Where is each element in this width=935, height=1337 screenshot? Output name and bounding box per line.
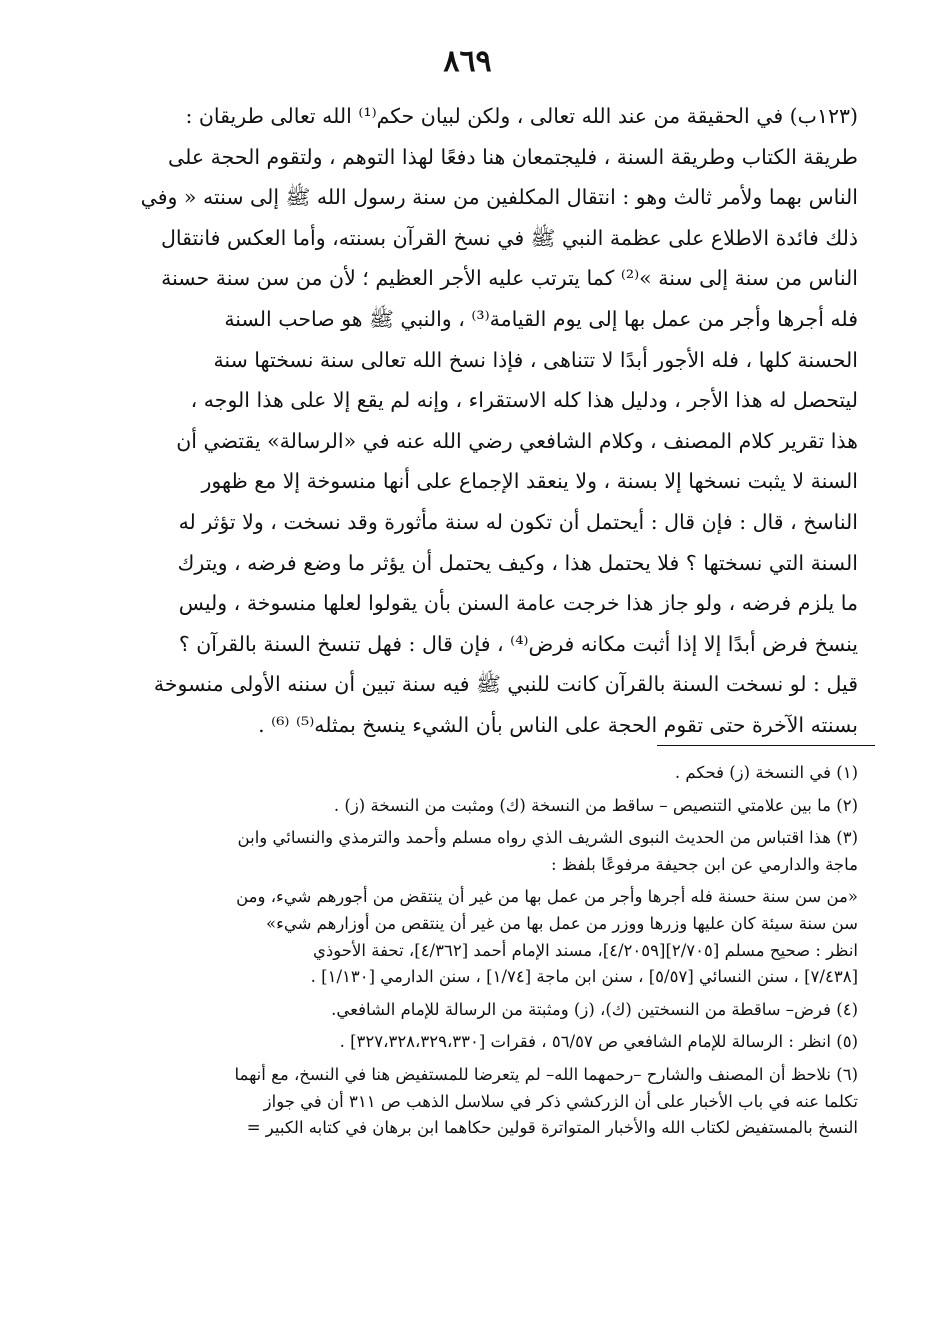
- main-text-line: طريقة الكتاب وطريقة السنة ، فليجتمعان هنا دفعًا لهذا التوهم ، ولتقوم الحجة على: [168, 144, 858, 169]
- main-text-line: الحسنة كلها ، فله الأجور أبدًا لا تتناهى ، فإذا نسخ الله تعالى سنة نسختها سنة: [213, 347, 858, 372]
- main-text-line: الناسخ ، قال : فإن قال : أيحتمل أن تكون له سنة مأثورة وقد نسخت ، ولا تؤثر له: [178, 509, 858, 534]
- footnote-5: (٥) انظر : الرسالة للإمام الشافعي ص ٥٦/٥٧ ، فقرات [٣٢٧،٣٢٨،٣٢٩،٣٣٠] .: [339, 1032, 858, 1052]
- footnote-6: (٦) نلاحظ أن المصنف والشارح –رحمهما الله– لم يتعرضا للمستفيض هنا في النسخ، مع أنهما: [234, 1064, 858, 1084]
- main-text-line: السنة لا يثبت نسخها إلا بسنة ، ولا ينعقد الإجماع على أنها منسوخة إلا مع ظهور: [201, 469, 858, 494]
- main-text-line: ينسخ فرض أبدًا إلا إذا أثبت مكانه فرض⁽⁴⁾ ، فإن قال : فهل تنسخ السنة بالقرآن ؟: [178, 631, 858, 656]
- main-text-line: هذا تقرير كلام المصنف ، وكلام الشافعي رضي الله عنه في «الرسالة» يقتضي أن: [176, 428, 858, 453]
- footnote-3-refs: انظر : صحيح مسلم [٢/٧٠٥][٤/٢٠٥٩]، مسند الإمام أحمد [٤/٣٦٢]، تحفة الأحوذي: [313, 940, 858, 960]
- main-text-line: بسنته الآخرة حتى تقوم الحجة على الناس بأن الشيء ينسخ بمثله⁽⁵⁾ ⁽⁶⁾ .: [258, 712, 858, 737]
- footnote-3-line: ماجة والدارمي عن ابن جحيفة مرفوعًا بلفظ :: [550, 854, 858, 874]
- main-text-line: قيل : لو نسخت السنة بالقرآن كانت للنبي ﷺ فيه سنة تبين أن سننه الأولى منسوخة: [153, 672, 858, 697]
- footnote-6-line: النسخ بالمستفيض لكتاب الله والأخبار المتواترة قولين حكاهما ابن برهان في كتابه الكبير =: [246, 1118, 858, 1138]
- main-text-line: ذلك فائدة الاطلاع على عظمة النبي ﷺ في نسخ القرآن بسنته، وأما العكس فانتقال: [161, 225, 858, 250]
- footnote-4: (٤) فرض– ساقطة من النسختين (ك)، (ز) ومثبتة من الرسالة للإمام الشافعي.: [331, 999, 858, 1019]
- footnote-separator: [657, 745, 875, 746]
- main-text-line: الناس بهما ولأمر ثالث وهو : انتقال المكلفين من سنة رسول الله ﷺ إلى سنته « وفي: [140, 185, 858, 210]
- page-number: ٨٦٩: [443, 44, 492, 79]
- footnote-6-line: تكلما عنه في باب الأخبار على أن الزركشي ذكر في سلاسل الذهب ص ٣١١ أن في جواز: [263, 1091, 858, 1111]
- main-text-line: فله أجرها وأجر من عمل بها إلى يوم القيامة⁽³⁾ ، والنبي ﷺ هو صاحب السنة: [224, 306, 858, 331]
- main-text-line: الناس من سنة إلى سنة »⁽²⁾ كما يترتب عليه الأجر العظيم ؛ لأن من سن سنة حسنة: [161, 266, 858, 291]
- footnote-1: (١) في النسخة (ز) فحكم .: [674, 763, 858, 782]
- footnote-3-refs: [٧/٤٣٨] ، سنن النسائي [٥/٥٧] ، سنن ابن ماجة [١/٧٤] ، سنن الدارمي [١/١٣٠] .: [310, 967, 858, 987]
- main-text-line: (١٢٣ب) في الحقيقة من عند الله تعالى ، ولكن لبيان حكم⁽¹⁾ الله تعالى طريقان :: [185, 104, 858, 128]
- footnote-3-quote: سن سنة سيئة كان عليها وزرها ووزر من عمل بها من غير أن ينتقص من أوزارهم شيء»: [265, 913, 858, 933]
- footnote-3-quote: «من سن سنة حسنة فله أجرها وأجر من عمل بها من غير أن ينتقض من أجورهم شيء، ومن: [236, 887, 858, 907]
- main-text: [70, 96, 858, 746]
- footnotes: [74, 760, 858, 1142]
- footnote-3: (٣) هذا اقتباس من الحديث النبوى الشريف الذي رواه مسلم وأحمد والترمذي والنسائي وابن: [237, 828, 858, 848]
- main-text-line: ليتحصل له هذا الأجر ، ودليل هذا كله الاستقراء ، وإنه لم يقع إلا على هذا الوجه ،: [190, 388, 858, 413]
- main-text-line: السنة التي نسختها ؟ فلا يحتمل هذا ، وكيف يحتمل أن يؤثر ما وضع فرضه ، ويترك: [177, 550, 858, 575]
- main-text-line: ما يلزم فرضه ، ولو جاز هذا خرجت عامة السنن بأن يقولوا لعلها منسوخة ، وليس: [178, 591, 858, 616]
- footnote-2: (٢) ما بين علامتي التنصيص – ساقط من النسخة (ك) ومثبت من النسخة (ز) .: [333, 795, 858, 815]
